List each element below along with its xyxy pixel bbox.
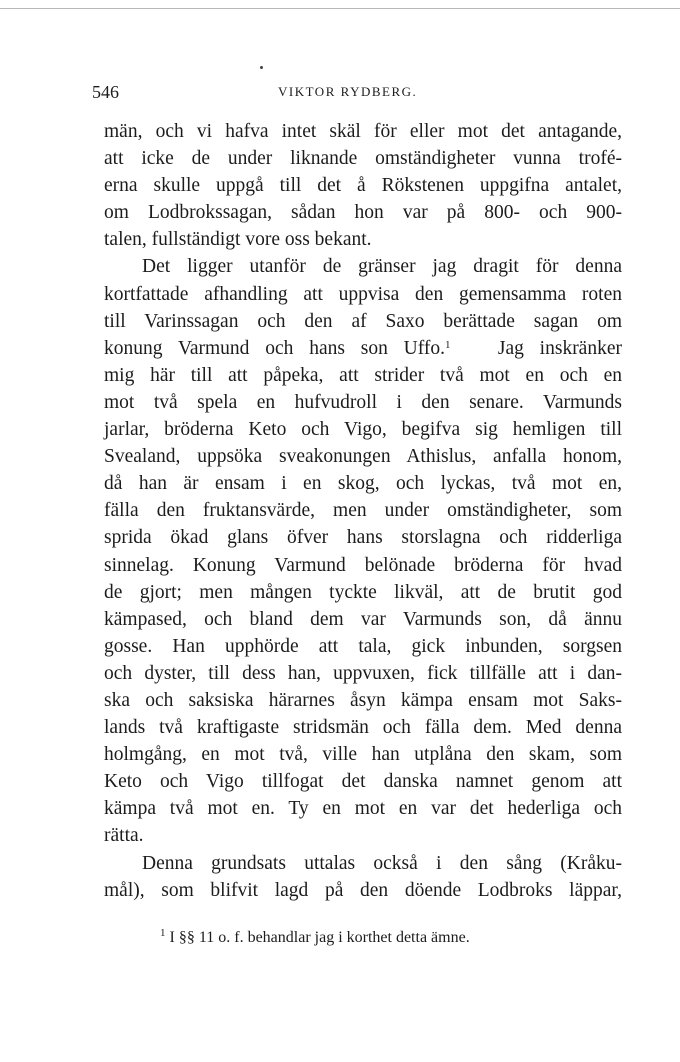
text-line: mig här till att påpeka, att strider två mot en och en: [104, 364, 622, 386]
footnote-marker: 1: [160, 927, 166, 939]
text-line: om Lodbrokssagan, sådan hon var på 800- och 900-: [104, 202, 622, 224]
text-fragment: Jag inskränker: [497, 337, 622, 359]
text-line: sinnelag. Konung Varmund belönade bröderna för hvad: [104, 554, 622, 576]
text-line: män, och vi hafva intet skäl för eller mot det antagande,: [104, 121, 622, 142]
text-line: sprida ökad glans öfver hans storslagna och ridderliga: [104, 527, 622, 549]
text-line: holmgång, en mot två, ville han utplåna den skam, som: [104, 744, 622, 766]
text-line: Denna grundsats uttalas också i den sång (Kråku-: [142, 852, 622, 874]
text-line: mot två spela en hufvudroll i den senare. Varmunds: [104, 391, 622, 413]
text-line: de gjort; men mången tyckte likväl, att de brutit god: [104, 581, 622, 603]
footnote-reference: 1: [444, 338, 451, 351]
running-head: VIKTOR RYDBERG.: [278, 84, 418, 99]
text-line: erna skulle uppgå till det å Rökstenen uppgifna antalet,: [104, 175, 622, 197]
body-text: [104, 118, 622, 904]
text-line: då han är ensam i en skog, och lyckas, två mot en,: [104, 473, 622, 495]
page-header: [92, 82, 624, 106]
text-line: att icke de under liknande omständigheter vunna trofé-: [104, 148, 622, 170]
text-line: lands två kraftigaste stridsmän och fälla dem. Med denna: [104, 717, 622, 739]
text-line: och dyster, till dess han, uppvuxen, fick tillfälle att i dan-: [104, 662, 622, 684]
text-line: kortfattade afhandling att uppvisa den gemensamma roten: [104, 283, 622, 305]
text-line: kämpa två mot en. Ty en mot en var det hederliga och: [104, 798, 622, 820]
text-line: kämpased, och bland dem var Varmunds son, då ännu: [104, 608, 622, 630]
page-number: 546: [92, 82, 119, 102]
text-line: mål), som blifvit lagd på den döende Lodbroks läppar,: [104, 879, 622, 901]
text-line: fälla den fruktansvärde, men under omständigheter, som: [104, 500, 622, 522]
text-line: Svealand, uppsöka sveakonungen Athislus, anfalla honom,: [104, 446, 622, 468]
footnote-text: I §§ 11 o. f. behandlar jag i korthet detta ämne.: [169, 929, 470, 946]
text-line: talen, fullständigt vore oss bekant.: [104, 229, 372, 251]
page-top-rule: [0, 8, 680, 9]
text-line: till Varinssagan och den af Saxo berättade sagan om: [104, 310, 622, 332]
text-fragment: konung Varmund och hans son Uffo.: [104, 337, 445, 359]
text-line: Det ligger utanför de gränser jag dragit för denna: [142, 256, 622, 278]
text-line: ska och saksiska härarnes åsyn kämpa ensam mot Saks-: [104, 689, 622, 711]
text-line: Keto och Vigo tillfogat det danska namnet genom att: [104, 771, 622, 793]
text-line: rätta.: [104, 825, 144, 847]
text-line-with-note: [104, 335, 622, 362]
print-speck: [260, 66, 263, 69]
footnote: [160, 928, 470, 948]
text-line: gosse. Han upphörde att tala, gick inbunden, sorgsen: [104, 635, 622, 657]
text-line: jarlar, bröderna Keto och Vigo, begifva sig hemligen till: [104, 419, 622, 441]
